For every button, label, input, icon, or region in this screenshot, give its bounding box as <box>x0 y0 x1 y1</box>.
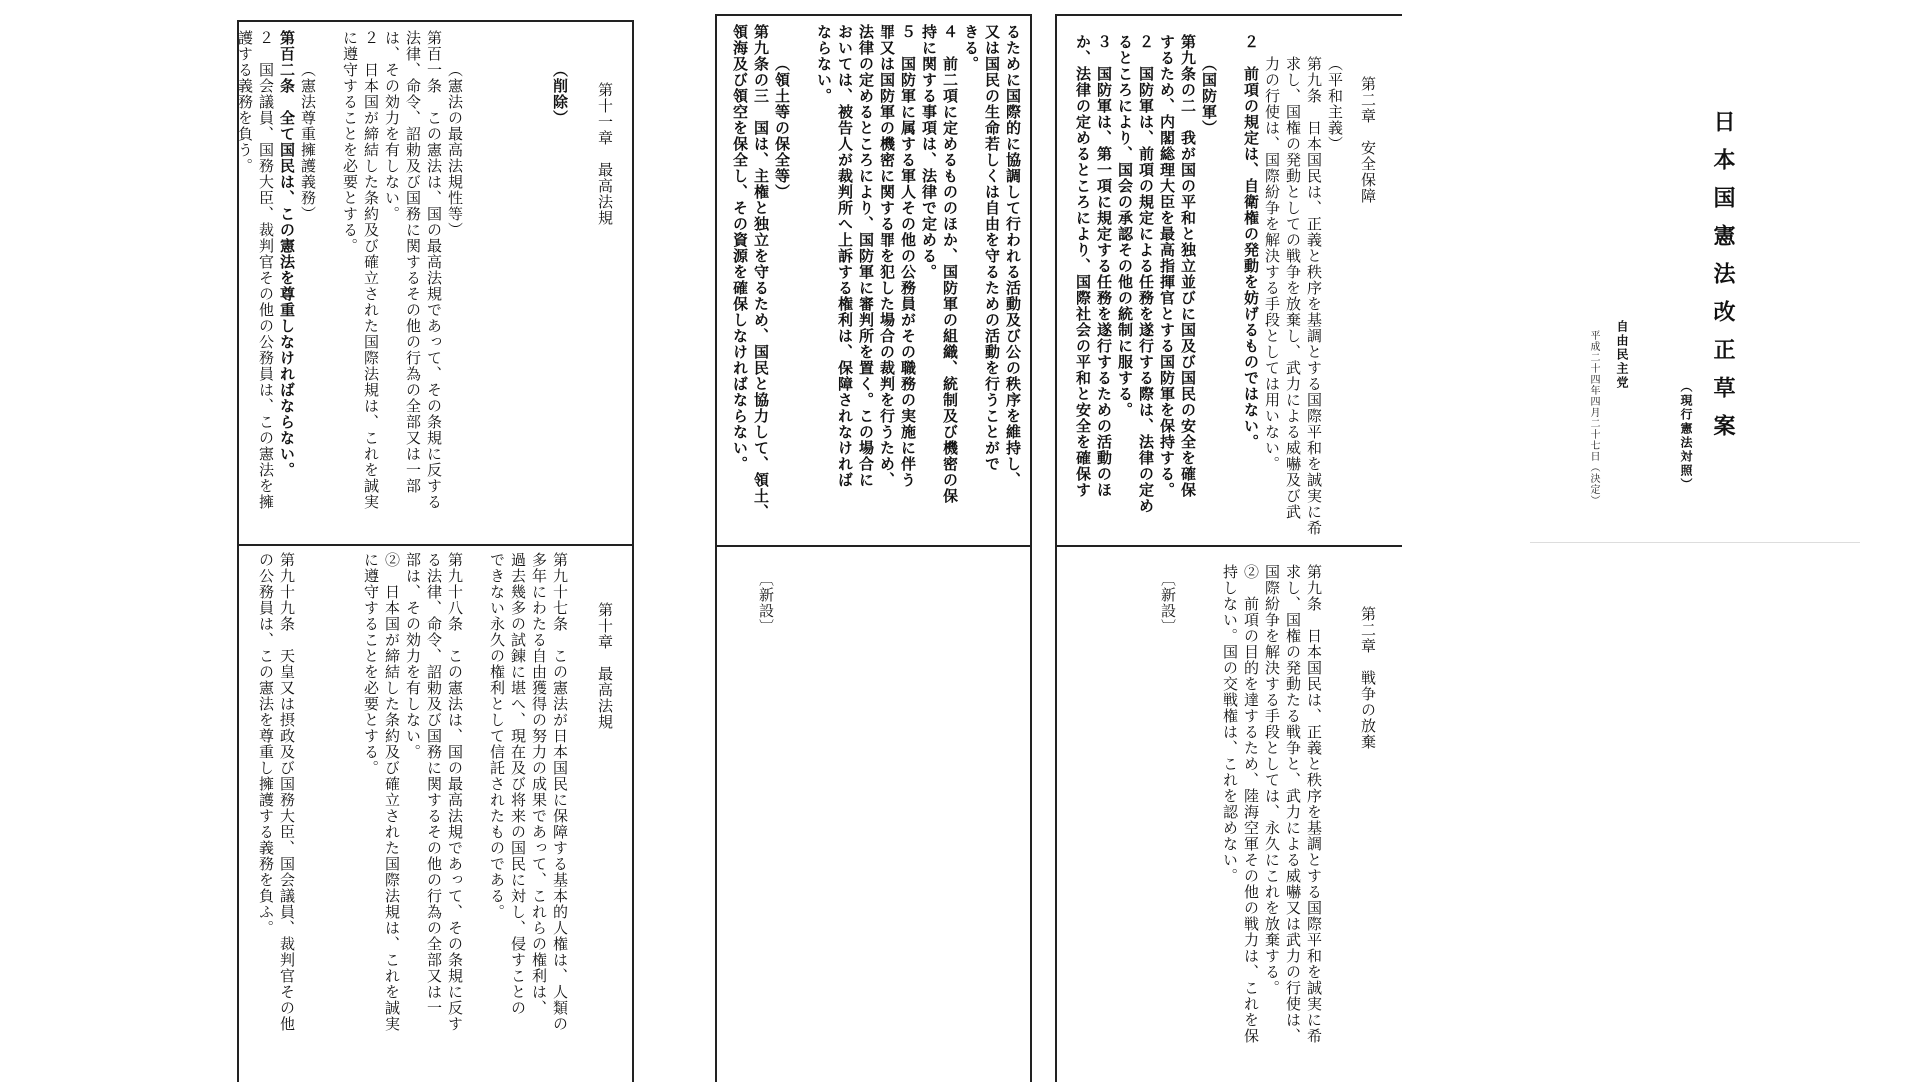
text-line: 第九十七条 この憲法が日本国民に保障する基本的人権は、人類の <box>551 552 569 1032</box>
cover-page <box>1530 90 1860 530</box>
text-line: 求し、国権の発動たる戦争と、武力による威嚇又は武力の行使は、 <box>1284 564 1302 1044</box>
sheet-c <box>237 20 634 1082</box>
text-line: ２ 日本国が締結した条約及び確立された国際法規は、これを誠実 <box>362 30 380 510</box>
text-line: に遵守することを必要とする。 <box>341 30 359 254</box>
text-line: 護する義務を負う。 <box>236 30 254 174</box>
text-line: きる。 <box>962 24 980 72</box>
cover-date: 平成二十四年四月二十七日（決定） <box>1588 330 1599 506</box>
sheet-b <box>715 14 1032 1082</box>
text-line: 持に関する事項は、法律で定める。 <box>920 24 938 280</box>
text-line: 多年にわたる自由獲得の努力の成果であって、これらの権利は、 <box>530 552 548 1016</box>
text-line: るために国際的に協調して行われる活動及び公の秩序を維持し、 <box>1004 24 1022 488</box>
cover-divider <box>1530 542 1860 543</box>
text-line: ３ 国防軍は、第一項に規定する任務を遂行するための活動のほ <box>1095 34 1113 498</box>
sheet-a <box>1055 14 1402 1082</box>
text-line: 求し、国権の発動としての戦争を放棄し、武力による威嚇及び武 <box>1284 56 1302 520</box>
text-line: ２ 国防軍は、前項の規定による任務を遂行する際は、法律の定め <box>1137 34 1155 514</box>
sheet-a-middle-rule <box>1057 545 1402 547</box>
sheet-c-middle-rule <box>239 544 632 546</box>
text-line: するため、内閣総理大臣を最高指揮官とする国防軍を保持する。 <box>1158 34 1176 498</box>
text-line: 国際紛争を解決する手段としては、永久にこれを放棄する。 <box>1263 564 1281 996</box>
text-line: 第九条 日本国民は、正義と秩序を基調とする国際平和を誠実に希 <box>1305 564 1323 1044</box>
text-line: おいては、被告人が裁判所へ上訴する権利は、保障されなければ <box>836 24 854 488</box>
text-line: 第九十八条 この憲法は、国の最高法規であって、その条規に反す <box>446 552 464 1032</box>
sheet-a-lower-new-mark: 〔新設〕 <box>1159 571 1177 635</box>
text-line: （領土等の保全等） <box>773 56 791 200</box>
text-line: （憲法尊重擁護義務） <box>299 62 317 222</box>
text-line: 又は国民の生命若しくは自由を守るための活動を行うことがで <box>983 24 1001 472</box>
text-line: ② 前項の目的を達するため、陸海空軍その他の戦力は、これを保 <box>1242 564 1260 1044</box>
text-line: 法律、命令、詔勅及び国務に関するその他の行為の全部又は一部 <box>404 30 422 494</box>
text-line: ５ 国防軍に属する軍人その他の公務員がその職務の実施に伴う <box>899 24 917 488</box>
text-line: 第九条の二 我が国の平和と独立並びに国及び国民の安全を確保 <box>1179 34 1197 498</box>
text-line: ② 日本国が締結した条約及び確立された国際法規は、これを誠実 <box>383 552 401 1032</box>
text-line: 法律の定めるところにより、国防軍に審判所を置く。この場合に <box>857 24 875 488</box>
text-line: 第九条 日本国民は、正義と秩序を基調とする国際平和を誠実に希 <box>1305 56 1323 536</box>
text-line: ４ 前二項に定めるもののほか、国防軍の組織、統制及び機密の保 <box>941 24 959 504</box>
text-line: 第百一条 この憲法は、国の最高法規であって、その条規に反する <box>425 30 443 510</box>
text-line: 領海及び領空を保全し、その資源を確保しなければならない。 <box>731 24 749 472</box>
sheet-b-lower-new-mark: 〔新設〕 <box>757 571 775 635</box>
text-line: 過去幾多の試錬に堪へ、現在及び将来の国民に対し、侵すことの <box>509 552 527 1016</box>
text-line: ならない。 <box>815 24 833 104</box>
sheet-c-upper-chapter: 第十一章 最高法規 <box>596 82 614 226</box>
cover-title: 日本国憲法改正草案 <box>1710 110 1736 452</box>
text-line: ２ 前項の規定は、自衛権の発動を妨げるものではない。 <box>1242 34 1260 450</box>
text-line: るところにより、国会の承認その他の統制に服する。 <box>1116 34 1134 418</box>
text-line: ２ 国会議員、国務大臣、裁判官その他の公務員は、この憲法を擁 <box>257 30 275 510</box>
sheet-c-deleted-mark: （削除） <box>551 62 569 126</box>
sheet-a-upper-chapter: 第二章 安全保障 <box>1359 76 1377 204</box>
text-line: 力の行使は、国際紛争を解決する手段としては用いない。 <box>1263 56 1281 472</box>
text-line: 第百二条 全て国民は、この憲法を尊重しなければならない。 <box>278 30 296 478</box>
text-line: 第九条の三 国は、主権と独立を守るため、国民と協力して、領土、 <box>752 24 770 520</box>
text-line: 持しない。国の交戦権は、これを認めない。 <box>1221 564 1239 884</box>
text-line: る法律、命令、詔勅及び国務に関するその他の行為の全部又は一 <box>425 552 443 1016</box>
cover-subtitle: （現行憲法対照） <box>1679 380 1693 492</box>
text-line: できない永久の権利として信託されたものである。 <box>488 552 506 920</box>
sheet-a-lower-chapter: 第二章 戦争の放棄 <box>1359 606 1377 750</box>
text-line: （平和主義） <box>1326 56 1344 152</box>
text-line: か、法律の定めるところにより、国際社会の平和と安全を確保す <box>1074 34 1092 498</box>
text-line: （憲法の最高法規性等） <box>446 62 464 238</box>
text-line: に遵守することを必要とする。 <box>362 552 380 776</box>
text-line: （国防軍） <box>1200 56 1218 136</box>
text-line: の公務員は、この憲法を尊重し擁護する義務を負ふ。 <box>257 552 275 936</box>
text-line: は、その効力を有しない。 <box>383 30 401 222</box>
text-line: 第九十九条 天皇又は摂政及び国務大臣、国会議員、裁判官その他 <box>278 552 296 1032</box>
text-line: 罪又は国防軍の機密に関する罪を犯した場合の裁判を行うため、 <box>878 24 896 488</box>
sheet-b-middle-rule <box>717 545 1030 547</box>
text-line: 部は、その効力を有しない。 <box>404 552 422 760</box>
sheet-c-lower-chapter: 第十章 最高法規 <box>596 602 614 730</box>
cover-party: 自由民主党 <box>1615 320 1629 390</box>
